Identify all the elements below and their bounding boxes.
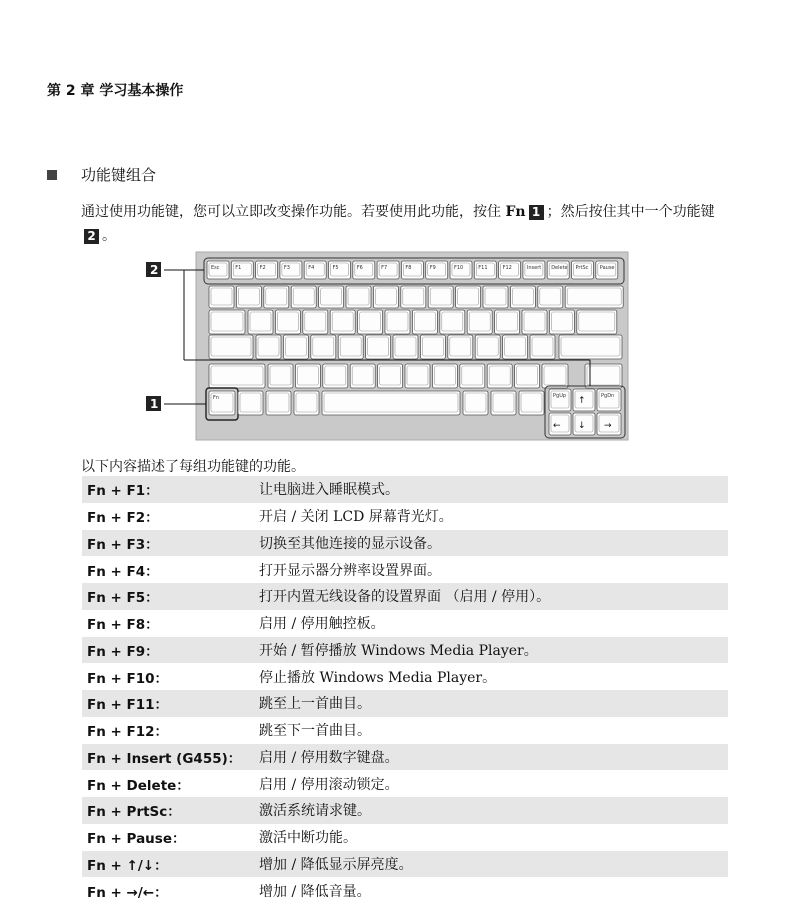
key [463,391,488,415]
key [549,310,574,334]
table-row [82,583,728,610]
intro-text-2: ；然后按住其中一个功能键 [546,204,715,220]
key-description: 打开显示器分辨率设置界面。 [259,562,441,579]
key-description: 停止播放 Windows Media Player。 [259,669,497,686]
key-caps [209,335,253,359]
key-description: 启用 / 停用数字键盘。 [259,749,399,766]
key [385,310,410,334]
key-description: 开始 / 暂停播放 Windows Media Player。 [259,642,538,659]
table-row [82,851,728,878]
key-f10-label: F10 [454,265,464,271]
key-description: 开启 / 关闭 LCD 屏幕背光灯。 [259,509,453,526]
key-fn-label: Fn [213,395,220,401]
key-combo: Fn + Insert (G455)： [87,750,242,767]
table-row [82,503,728,530]
key-enter [559,335,622,359]
table-row [82,476,728,503]
table-row [82,690,728,717]
table-row [82,663,728,690]
key-esc-label: Esc [211,265,220,271]
key [323,364,348,388]
key-combo: Fn + F1： [87,483,159,500]
table-row [82,770,728,797]
keyboard-figure [140,248,640,444]
key-combo: Fn + F10： [87,670,169,687]
key-description: 切换至其他连接的显示设备。 [259,535,441,552]
key [266,391,291,415]
key [412,310,437,334]
key [542,364,568,388]
table-row [82,877,728,904]
key [491,391,516,415]
key-combo: Fn + F12： [87,724,169,741]
key [268,364,293,388]
key [303,310,328,334]
key-f12-label: F12 [502,265,512,271]
key-f4-label: F4 [308,265,315,271]
key-description: 增加 / 降低显示屏亮度。 [259,856,413,873]
key [577,310,617,334]
key-pgdn-label: PgDn [601,393,615,399]
table-row [82,824,728,851]
table-row [82,744,728,771]
key-f8-label: F8 [405,265,412,271]
key [350,364,375,388]
key [366,335,391,359]
table-row [82,797,728,824]
table-row [82,556,728,583]
key [420,335,445,359]
left-arrow-icon: ← [553,421,561,431]
fn-key-name: Fn [505,204,526,220]
key-description: 增加 / 降低音量。 [259,883,371,900]
callout-1-label: 1 [150,397,159,411]
key [440,310,465,334]
callout-2-label: 2 [150,263,159,277]
key [475,335,500,359]
key-description: 激活中断功能。 [259,830,357,847]
key [460,364,485,388]
key [522,310,547,334]
square-bullet-icon [47,170,57,180]
key-combo: Fn + F3： [87,536,159,553]
section-title: 功能键组合 [81,166,157,184]
key-space [322,391,460,415]
key-insert-label: Insert [526,265,542,271]
key [330,310,355,334]
key-f9-label: F9 [429,265,436,271]
key [311,335,336,359]
key [448,335,473,359]
section-heading [47,164,156,185]
key-f7-label: F7 [381,265,388,271]
key [487,364,512,388]
key-combo: Fn + ↑/↓： [87,857,168,874]
key [378,364,403,388]
key-description: 打开内置无线设备的设置界面 （启用 / 停用）。 [259,589,551,606]
table-row [82,610,728,637]
key-combo: Fn + F4： [87,563,159,580]
callout-1-badge: 1 [529,205,544,220]
intro-paragraph [81,200,731,248]
key-description: 激活系统请求键。 [259,803,371,820]
key [519,391,544,415]
intro-text-3: 。 [102,228,116,244]
key-f1-label: F1 [235,265,242,271]
keyboard-diagram [140,248,640,444]
key-combo: Fn + F5： [87,590,159,607]
right-arrow-icon: → [604,421,612,431]
callout-2-badge: 2 [84,229,99,244]
key-f2-label: F2 [259,265,266,271]
chapter-heading: 第 2 章 学习基本操作 [47,83,184,99]
key [467,310,492,334]
key [495,310,520,334]
key-delete-label: Delete [551,265,568,271]
key [294,391,319,415]
key-description: 跳至下一首曲目。 [259,723,371,740]
key [238,391,263,415]
table-row [82,637,728,664]
key-description: 跳至上一首曲目。 [259,696,371,713]
key-description: 启用 / 停用滚动锁定。 [259,776,399,793]
table-row [82,530,728,557]
key-combo: Fn + F11： [87,697,169,714]
key-f6-label: F6 [356,265,363,271]
down-arrow-icon: ↓ [578,421,586,431]
key-tab [209,310,245,334]
key [248,310,273,334]
key-combo: Fn + F9： [87,643,159,660]
key [283,335,308,359]
key-combo: Fn + Delete： [87,777,190,794]
key-description: 启用 / 停用触控板。 [259,616,385,633]
key [275,310,300,334]
key [432,364,457,388]
table-intro: 以下内容描述了每组功能键的功能。 [81,459,305,475]
key-right-shift [585,364,622,388]
key [295,364,320,388]
key-combo: Fn + F2： [87,510,159,527]
key-combo: Fn + Pause： [87,831,186,848]
table-row [82,717,728,744]
intro-text-1: 通过使用功能键，您可以立即改变操作功能。若要使用此功能，按住 [81,204,506,220]
key [503,335,528,359]
key [358,310,383,334]
key-prtsc-label: PrtSc [575,265,589,271]
key-description: 让电脑进入睡眠模式。 [259,482,399,499]
key-pause-label: Pause [599,265,615,271]
key-combo: Fn + PrtSc： [87,804,181,821]
key [338,335,363,359]
up-arrow-icon: ↑ [578,396,586,406]
key [393,335,418,359]
key [530,335,555,359]
function-key-table [82,476,728,904]
key [405,364,430,388]
key [256,335,281,359]
key-f5-label: F5 [332,265,339,271]
key-f3-label: F3 [283,265,290,271]
key-combo: Fn + F8： [87,617,159,634]
key-pgup-label: PgUp [553,393,567,399]
key-f11-label: F11 [478,265,488,271]
key [515,364,540,388]
key-combo: Fn + →/←： [87,884,168,901]
key-left-shift [209,364,265,388]
